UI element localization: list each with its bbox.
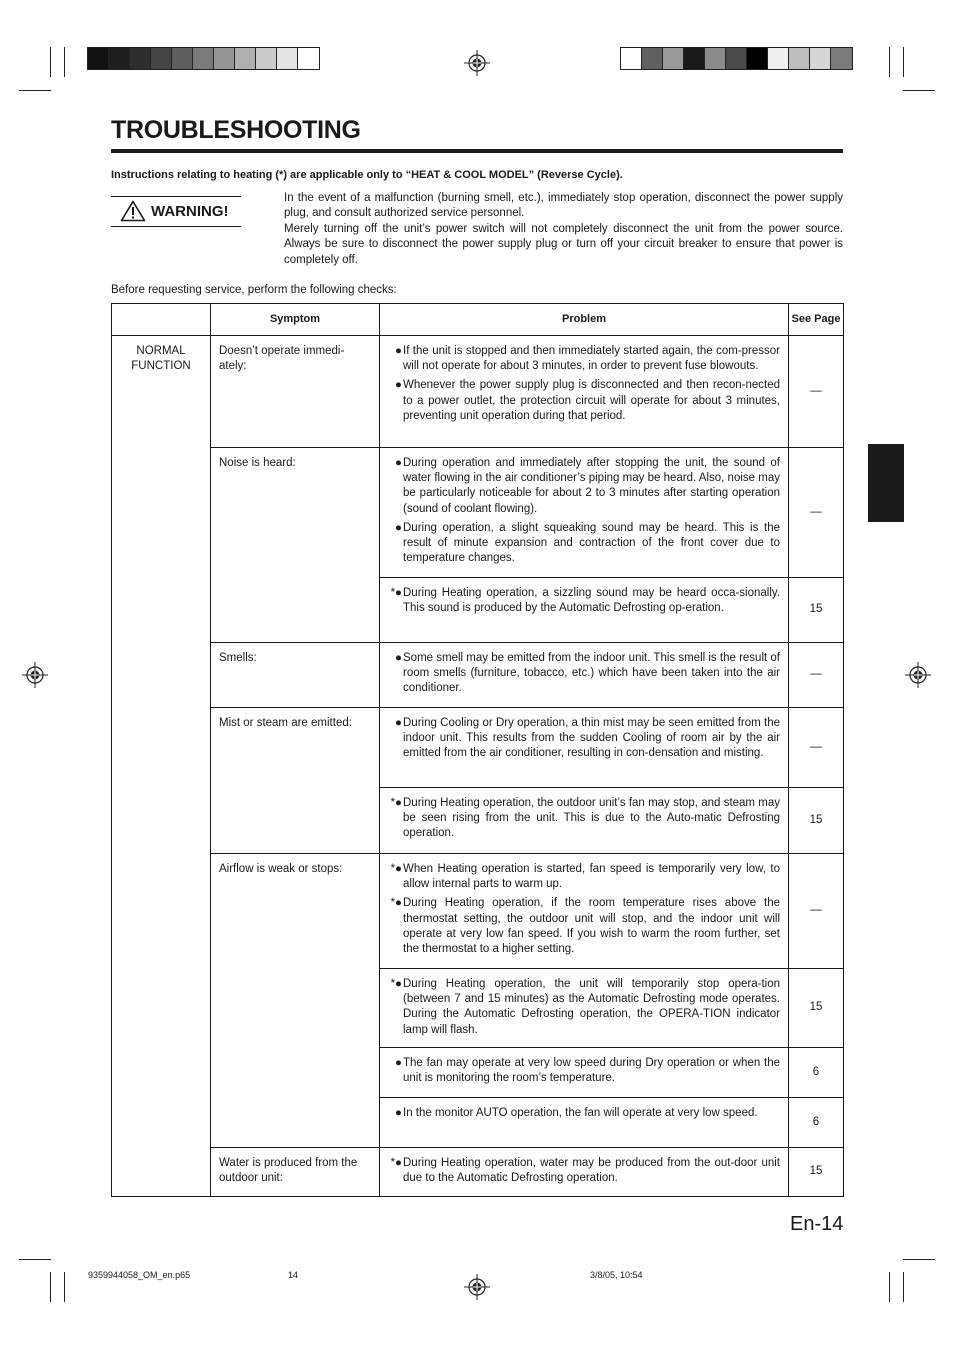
problem-text: During Heating operation, the unit will temporarily stop opera-tion (between 7 and 15 minutes) as the Automatic Defrosting mode operates. During the Automatic Defrosting operation, the OPERA-TION indicator lamp will flash. bbox=[403, 978, 780, 1036]
before-checks-text: Before requesting service, perform the following checks: bbox=[111, 284, 397, 296]
problem-cell bbox=[380, 336, 789, 448]
table-row bbox=[112, 708, 844, 788]
problem-item bbox=[380, 1056, 780, 1086]
color-swatch bbox=[193, 48, 214, 69]
bullet-icon: *● bbox=[390, 587, 402, 599]
color-swatch bbox=[642, 48, 663, 69]
bullet-icon: *● bbox=[390, 797, 402, 809]
footer-filename: 9359944058_OM_en.p65 bbox=[88, 1270, 191, 1280]
bullet-icon: ● bbox=[395, 345, 402, 357]
color-swatch bbox=[684, 48, 705, 69]
table-row bbox=[112, 854, 844, 969]
table-row bbox=[112, 643, 844, 708]
symptom-cell: Airflow is weak or stops: bbox=[211, 854, 380, 1148]
problem-text: During Heating operation, water may be produced from the out-door unit due to the Automatic Defrosting operation. bbox=[403, 1157, 780, 1185]
problem-text: During Heating operation, the outdoor unit’s fan may stop, and steam may be seen rising from the unit. This is due to the Auto-matic Defrosting operation. bbox=[403, 797, 780, 840]
color-swatch bbox=[151, 48, 172, 69]
problem-item bbox=[380, 456, 780, 517]
problem-text: During operation, a slight squeaking sound may be heard. This is the result of minute expansion and contraction of the front cover due to temperature changes. bbox=[403, 521, 780, 565]
symptom-cell: Smells: bbox=[211, 643, 380, 708]
symptom-cell: Doesn’t operate immedi-ately: bbox=[211, 336, 380, 448]
problem-item bbox=[380, 716, 780, 762]
color-swatch bbox=[768, 48, 789, 69]
see-page-cell: 15 bbox=[789, 969, 844, 1048]
table-header-row bbox=[112, 304, 844, 336]
symptom-cell: Water is produced from the outdoor unit: bbox=[211, 1148, 380, 1197]
problem-text: During Heating operation, a sizzling sound may be heard occa-sionally. This sound is produced by the Automatic Defrosting op-eration. bbox=[403, 587, 780, 615]
see-page-cell: 15 bbox=[789, 1148, 844, 1197]
registration-mark-icon bbox=[464, 1274, 490, 1300]
problem-item bbox=[380, 378, 780, 424]
problem-cell bbox=[380, 578, 789, 643]
see-page-cell: 15 bbox=[789, 788, 844, 854]
problem-text: If the unit is stopped and then immediately started again, the com-pressor will not operate for about 3 minutes, in order to prevent fuse blowouts. bbox=[403, 345, 780, 373]
color-swatch bbox=[663, 48, 684, 69]
color-swatch bbox=[235, 48, 256, 69]
see-page-cell: — bbox=[789, 448, 844, 578]
bullet-icon: *● bbox=[390, 1157, 402, 1169]
problem-text: Some smell may be emitted from the indoor unit. This smell is the result of room smells (furniture, tobacco, etc.) which have been taken into the air conditioner. bbox=[403, 652, 780, 695]
problem-text: In the monitor AUTO operation, the fan will operate at very low speed. bbox=[403, 1107, 758, 1119]
color-swatch bbox=[831, 48, 852, 69]
problem-text: The fan may operate at very low speed during Dry operation or when the unit is monitoring the room’s temperature. bbox=[403, 1057, 780, 1085]
symptom-cell: Noise is heard: bbox=[211, 448, 380, 643]
header-problem: Problem bbox=[380, 304, 789, 336]
page-title: TROUBLESHOOTING bbox=[111, 116, 361, 144]
bullet-icon: ● bbox=[395, 457, 402, 469]
problem-cell bbox=[380, 854, 789, 969]
color-swatch bbox=[88, 48, 109, 69]
see-page-cell: 15 bbox=[789, 578, 844, 643]
registration-mark-icon bbox=[464, 50, 490, 76]
title-rule bbox=[111, 149, 843, 153]
bullet-icon: ● bbox=[395, 717, 402, 729]
problem-text: During operation and immediately after stopping the unit, the sound of water flowing in the air conditioner’s piping may be heard. Also, noise may be particularly noticeable for about 2 to 3 minutes after starting operation (sound of coolant flowing). bbox=[403, 457, 780, 515]
problem-item bbox=[380, 862, 780, 892]
see-page-cell: 6 bbox=[789, 1048, 844, 1098]
bullet-icon: ● bbox=[395, 652, 402, 664]
problem-item bbox=[380, 896, 780, 957]
see-page-cell: — bbox=[789, 643, 844, 708]
color-swatch bbox=[789, 48, 810, 69]
problem-cell bbox=[380, 643, 789, 708]
color-swatch bbox=[214, 48, 235, 69]
color-swatch bbox=[109, 48, 130, 69]
problem-item bbox=[380, 651, 780, 697]
problem-text: Whenever the power supply plug is disconnected and then recon-nected to a power outlet, the protection circuit will operate for about 3 minutes, preventing unit operation during that period. bbox=[403, 379, 780, 422]
bullet-icon: ● bbox=[395, 521, 402, 534]
warning-paragraph: Merely turning off the unit’s power switch will not completely disconnect the unit from the power source. Always be sure to disconnect the power supply plug or turn off your circuit breaker to ensure that power is completely off. bbox=[284, 222, 843, 266]
color-swatch bbox=[172, 48, 193, 69]
problem-text: When Heating operation is started, fan speed is temporarily very low, to allow internal parts to warm up. bbox=[403, 863, 780, 891]
heating-note: Instructions relating to heating (*) are applicable only to “HEAT & COOL MODEL” (Reverse Cycle). bbox=[111, 169, 623, 181]
problem-item bbox=[380, 1106, 780, 1121]
warning-triangle-icon bbox=[120, 200, 146, 222]
color-swatch bbox=[256, 48, 277, 69]
warning-label: WARNING! bbox=[151, 203, 229, 220]
problem-text: During Heating operation, if the room temperature rises above the thermostat setting, the outdoor unit will stop, and the indoor unit will operate at very low fan speed. If you wish to warm the room further, set the thermostat to a higher setting. bbox=[403, 897, 780, 956]
warning-text bbox=[284, 191, 843, 268]
color-swatch bbox=[747, 48, 768, 69]
color-swatch bbox=[130, 48, 151, 69]
table-row bbox=[112, 336, 844, 448]
bullet-icon: *● bbox=[390, 863, 402, 875]
see-page-cell: — bbox=[789, 336, 844, 448]
footer-timestamp: 3/8/05, 10:54 bbox=[590, 1270, 643, 1280]
category-cell: NORMAL FUNCTION bbox=[112, 336, 211, 1197]
color-swatch bbox=[277, 48, 298, 69]
bullet-icon: *● bbox=[390, 978, 402, 990]
table-row bbox=[112, 1148, 844, 1197]
color-swatch bbox=[726, 48, 747, 69]
problem-cell bbox=[380, 788, 789, 854]
problem-cell bbox=[380, 969, 789, 1048]
problem-item bbox=[380, 1156, 780, 1186]
bullet-icon: ● bbox=[395, 379, 402, 392]
table-row bbox=[112, 448, 844, 578]
section-tab-marker bbox=[868, 444, 904, 522]
problem-item bbox=[380, 344, 780, 374]
bullet-icon: ● bbox=[395, 1057, 402, 1069]
header-see-page: See Page bbox=[789, 304, 844, 336]
color-swatch bbox=[810, 48, 831, 69]
see-page-cell: — bbox=[789, 854, 844, 969]
bullet-icon: ● bbox=[395, 1107, 402, 1119]
footer-page: 14 bbox=[288, 1270, 299, 1280]
problem-cell bbox=[380, 1148, 789, 1197]
problem-item bbox=[380, 586, 780, 616]
warning-paragraph: In the event of a malfunction (burning smell, etc.), immediately stop operation, disconnect the power supply plug, and consult authorized service personnel. bbox=[284, 192, 843, 220]
problem-text: During Cooling or Dry operation, a thin mist may be seen emitted from the indoor unit. This results from the sudden Cooling of room air by the air emitted from the air conditioner, resulting in con-densation and misting. bbox=[403, 717, 780, 760]
troubleshooting-table bbox=[111, 303, 844, 1197]
color-bar-right bbox=[620, 47, 853, 70]
bullet-icon: *● bbox=[390, 897, 402, 910]
color-swatch bbox=[705, 48, 726, 69]
header-symptom: Symptom bbox=[211, 304, 380, 336]
header-category bbox=[112, 304, 211, 336]
see-page-cell: 6 bbox=[789, 1098, 844, 1148]
color-swatch bbox=[298, 48, 319, 69]
problem-item bbox=[380, 796, 780, 842]
color-bar-left bbox=[87, 47, 320, 70]
problem-cell bbox=[380, 1048, 789, 1098]
color-swatch bbox=[621, 48, 642, 69]
problem-cell bbox=[380, 1098, 789, 1148]
symptom-cell: Mist or steam are emitted: bbox=[211, 708, 380, 854]
problem-item bbox=[380, 977, 780, 1038]
registration-mark-icon bbox=[22, 662, 48, 688]
problem-item bbox=[380, 521, 780, 567]
page-number: En-14 bbox=[790, 1213, 844, 1235]
problem-cell bbox=[380, 448, 789, 578]
problem-cell bbox=[380, 708, 789, 788]
registration-mark-icon bbox=[905, 662, 931, 688]
see-page-cell: — bbox=[789, 708, 844, 788]
